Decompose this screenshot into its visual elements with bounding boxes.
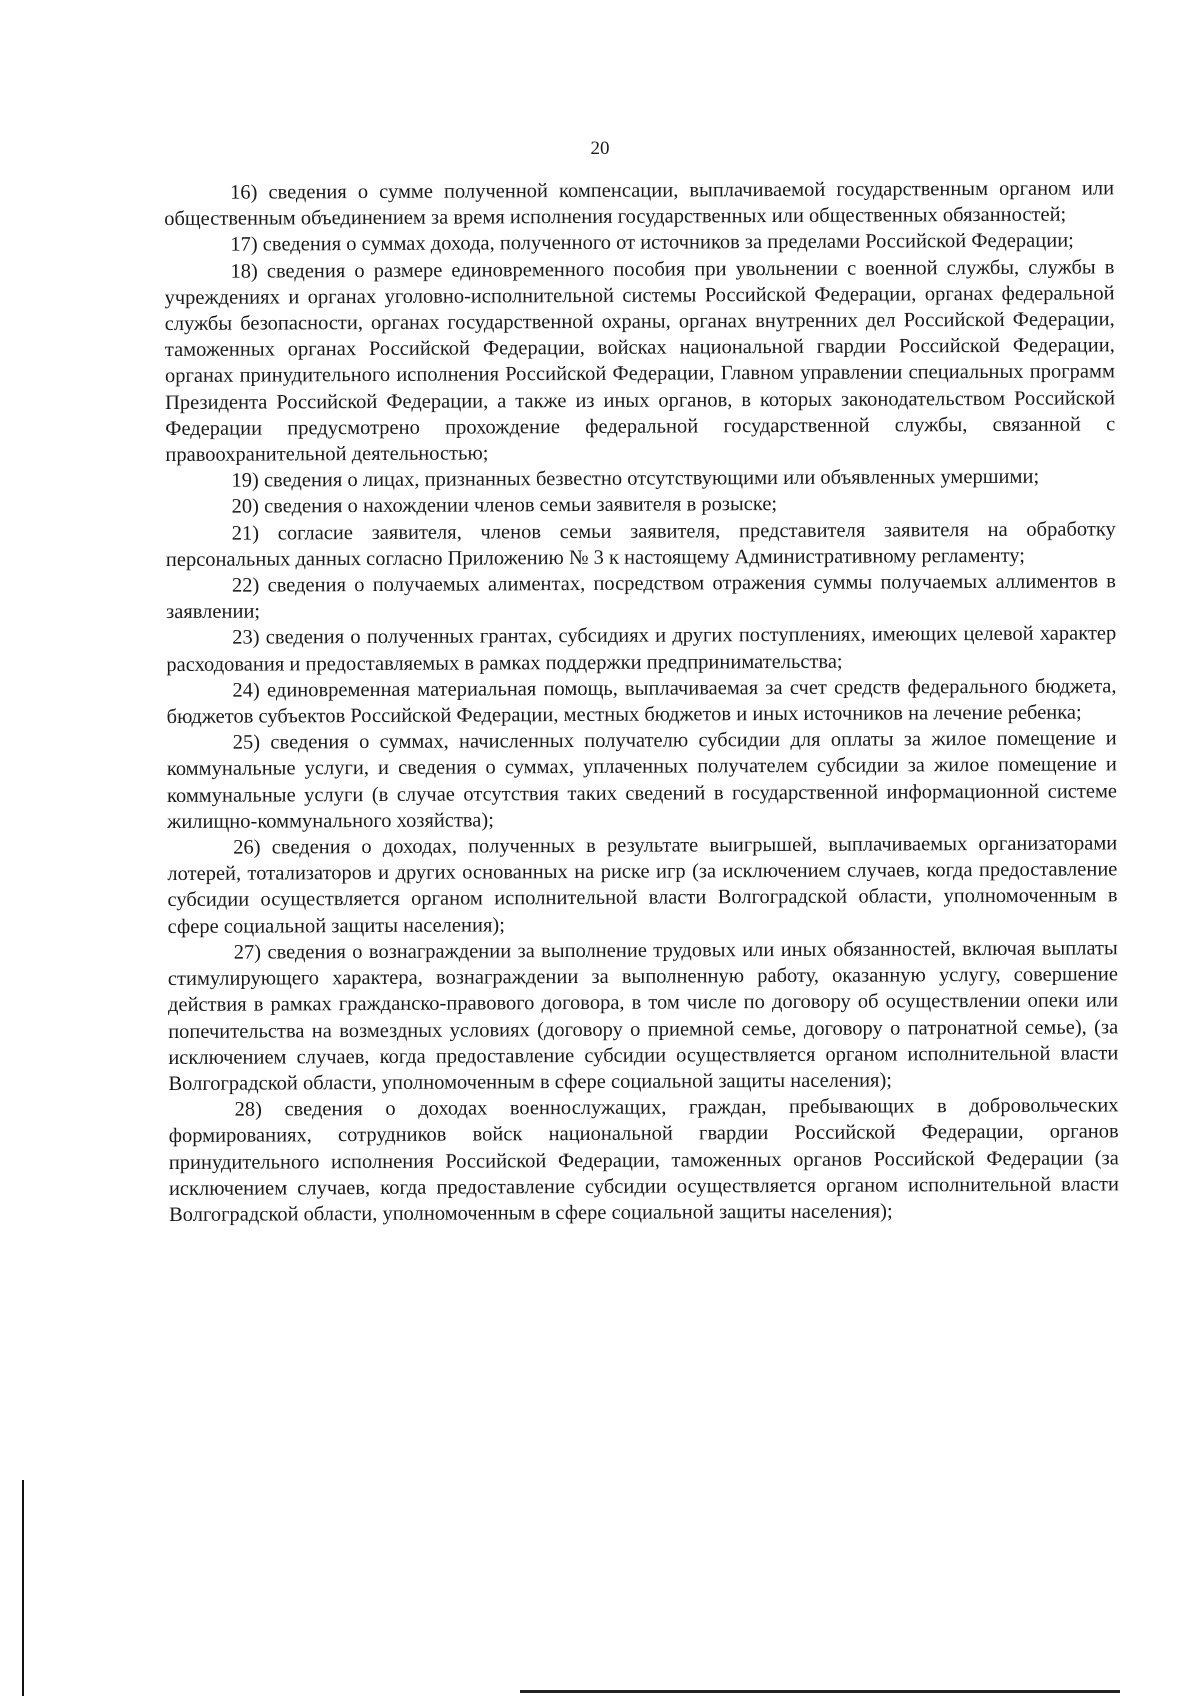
list-item-21: 21) согласие заявителя, членов семьи заявителя, представителя заявителя на обработку персональных данных согласно Приложению № 3 к настоящему Административному регламенту; [165, 517, 1116, 571]
list-item-16: 16) сведения о сумме полученной компенсации, выплачиваемой государственным органом или общественным объединением за время исполнения государственных или общественных обязанностей; [164, 177, 1115, 231]
list-item-17: 17) сведения о суммах дохода, полученного от источников за пределами Российской Федерации; [230, 229, 1074, 257]
list-item-18: 18) сведения о размере единовременного пособия при увольнении с военной службы, службы в учреждениях и органах уголовно-исполнительной системы Российской Федерации, органах федеральной службы безопасности, органах государственной охраны, органах внутренних дел Российской Федерации, таможенных органах Российской Федерации, войсках национальной гвардии Российской Федерации, органах принудительного исполнения Российской Федерации, Главном управлении специальных программ Президента Российской Федерации, а также из иных органов, в которых законодательством Российской Федерации предусмотрено прохождение федеральной государственной службы, связанной с правоохранительной деятельностью; [164, 255, 1116, 467]
list-item-24: 24) единовременная материальная помощь, выплачиваемая за счет средств федерального бюджета, бюджетов субъектов Российской Федерации, местных бюджетов и иных источников на лечение ребенка; [166, 675, 1117, 729]
list-item-22: 22) сведения о получаемых алиментах, посредством отражения суммы получаемых аллиментов в заявлении; [166, 570, 1117, 624]
list-item-19: 19) сведения о лицах, признанных безвестно отсутствующими или объявленных умершими; [231, 465, 1040, 492]
scan-edge-left [22, 1480, 24, 1696]
document-body [164, 175, 1119, 1228]
list-item-25: 25) сведения о суммах, начисленных получателю субсидии для оплаты за жилое помещение и коммунальные услуги, и сведения о суммах, уплаченных получателем субсидии за жилое помещение и коммунальные услуги (в случае отсутствия таких сведений в государственной информационной системе жилищно-коммунального хозяйства); [166, 727, 1118, 833]
list-item-20: 20) сведения о нахождении членов семьи заявителя в розыске; [231, 493, 778, 519]
list-item-23: 23) сведения о полученных грантах, субсидиях и других поступлениях, имеющих целевой характер расходования и предоставляемых в рамках поддержки предпринимательства; [166, 622, 1117, 676]
list-item-26: 26) сведения о доходах, полученных в результате выигрышей, выплачиваемых организаторами лотерей, тотализаторов и других основанных на риске игр (за исключением случаев, когда предоставление субсидии осуществляется органом исполнительной власти Волгоградской области, уполномоченным в сфере социальной защиты населения); [167, 832, 1118, 938]
page-number: 20 [590, 138, 610, 159]
scan-edge-bottom [520, 1690, 1120, 1693]
list-item-28: 28) сведения о доходах военнослужащих, граждан, пребывающих в добровольческих формированиях, сотрудников войск национальной гвардии Российской Федерации, органов принудительного исполнения Российской Федерации, таможенных органов Российской Федерации (за исключением случаев, когда предоставление субсидии осуществляется органом исполнительной власти Волгоградской области, уполномоченным в сфере социальной защиты населения); [168, 1094, 1119, 1226]
list-item-27: 27) сведения о вознаграждении за выполнение трудовых или иных обязанностей, включая выплаты стимулирующего характера, вознаграждении за выполненную работу, оказанную услугу, совершение действия в рамках гражданско-правового договора, в том числе по договору об осуществлении опеки или попечительства на возмездных условиях (договору о приемной семье, договору о патронатной семье), (за исключением случаев, когда предоставление субсидии осуществляется органом исполнительной власти Волгоградской области, уполномоченным в сфере социальной защиты населения); [167, 937, 1119, 1095]
